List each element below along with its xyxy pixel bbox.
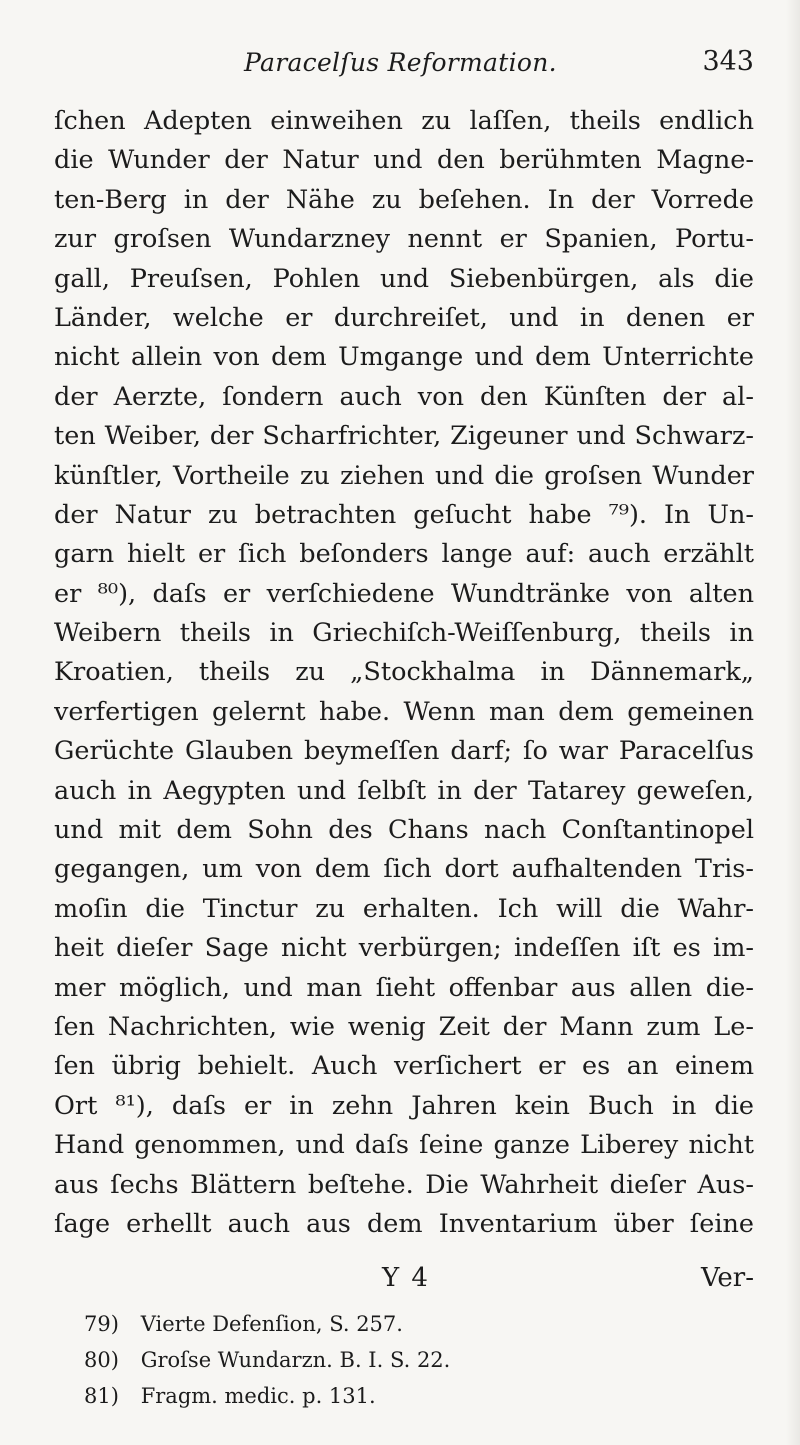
text-line: der Natur zu betrachten geſucht habe ⁷⁹). In Un- <box>54 499 754 530</box>
text-line: heit dieſer Sage nicht verbürgen; indeſſen iſt es im- <box>54 933 754 964</box>
catchword: Ver- <box>701 1263 754 1293</box>
text-line: er ⁸⁰), daſs er verſchiedene Wundtränke von alten <box>54 578 754 609</box>
text-line: die Wunder der Natur und den berühmten Magne- <box>54 145 754 176</box>
running-head: Paracelſus Reformation. <box>244 48 557 77</box>
text-line: ſchen Adepten einweihen zu laſſen, theils endlich <box>54 106 754 136</box>
text-line: ten-Berg in der Nähe zu beſehen. In der Vorrede <box>54 184 754 215</box>
footnote-number: 81) <box>84 1384 119 1408</box>
text-line: ten Weiber, der Scharfrichter, Zigeuner und Schwarz- <box>54 421 754 452</box>
text-line: auch in Aegypten und ſelbſt in der Tatarey geweſen, <box>54 775 754 806</box>
footnote <box>84 1306 704 1342</box>
footnotes <box>84 1306 704 1414</box>
page-edge-shadow <box>786 0 800 1445</box>
footnote-text: Groſse Wundarzn. B. I. S. 22. <box>140 1348 451 1372</box>
text-line: Kroatien, theils zu „Stockhalma in Dännemark„ <box>54 657 754 688</box>
text-line: verfertigen gelernt habe. Wenn man dem gemeinen <box>54 696 754 727</box>
text-line: gegangen, um von dem ſich dort aufhaltenden Tris- <box>54 854 754 885</box>
text-line: zur groſsen Wundarzney nennt er Spanien, Portu- <box>54 224 754 255</box>
text-line: ſen übrig behielt. Auch verſichert er es an einem <box>54 1051 754 1082</box>
text-line: der Aerzte, ſondern auch von den Künſten der al- <box>54 381 754 412</box>
footnote <box>84 1342 704 1378</box>
signature-row <box>54 1263 754 1303</box>
footnote <box>84 1378 704 1414</box>
text-line: und mit dem Sohn des Chans nach Conſtantinopel <box>54 815 754 846</box>
text-line: garn hielt er ſich beſonders lange auf: auch erzählt <box>54 539 754 570</box>
text-line: ſen Nachrichten, wie wenig Zeit der Mann zum Le- <box>54 1011 754 1042</box>
text-line: gall, Preuſsen, Pohlen und Siebenbürgen, als die <box>54 263 754 294</box>
footnote-number: 80) <box>84 1348 119 1372</box>
text-line: Länder, welche er durchreiſet, und in denen er <box>54 302 754 333</box>
text-line: mer möglich, und man ſieht offenbar aus allen die- <box>54 972 754 1003</box>
text-line: künſtler, Vortheile zu ziehen und die groſsen Wunder <box>54 460 754 491</box>
page-header <box>240 46 760 86</box>
text-line: nicht allein von dem Umgange und dem Unterrichte <box>54 342 754 373</box>
text-line: Hand genommen, und daſs ſeine ganze Liberey nicht <box>54 1130 754 1161</box>
text-line: Ort ⁸¹), daſs er in zehn Jahren kein Buch in die <box>54 1090 754 1121</box>
text-line: Gerüchte Glauben beymeſſen darf; ſo war Paracelſus <box>54 736 754 767</box>
signature-mark: Y 4 <box>382 1263 430 1293</box>
body-text <box>54 102 754 1244</box>
text-line: Weibern theils in Griechiſch-Weiſſenburg, theils in <box>54 618 754 649</box>
footnote-number: 79) <box>84 1312 119 1336</box>
text-line: moſin die Tinctur zu erhalten. Ich will die Wahr- <box>54 893 754 924</box>
text-line: ſage erhellt auch aus dem Inventarium über ſeine <box>54 1208 754 1239</box>
text-line: aus ſechs Blättern beſtehe. Die Wahrheit dieſer Aus- <box>54 1169 754 1200</box>
page-number: 343 <box>702 46 754 77</box>
footnote-text: Fragm. medic. p. 131. <box>140 1384 376 1408</box>
footnote-text: Vierte Defenſion, S. 257. <box>140 1312 403 1336</box>
